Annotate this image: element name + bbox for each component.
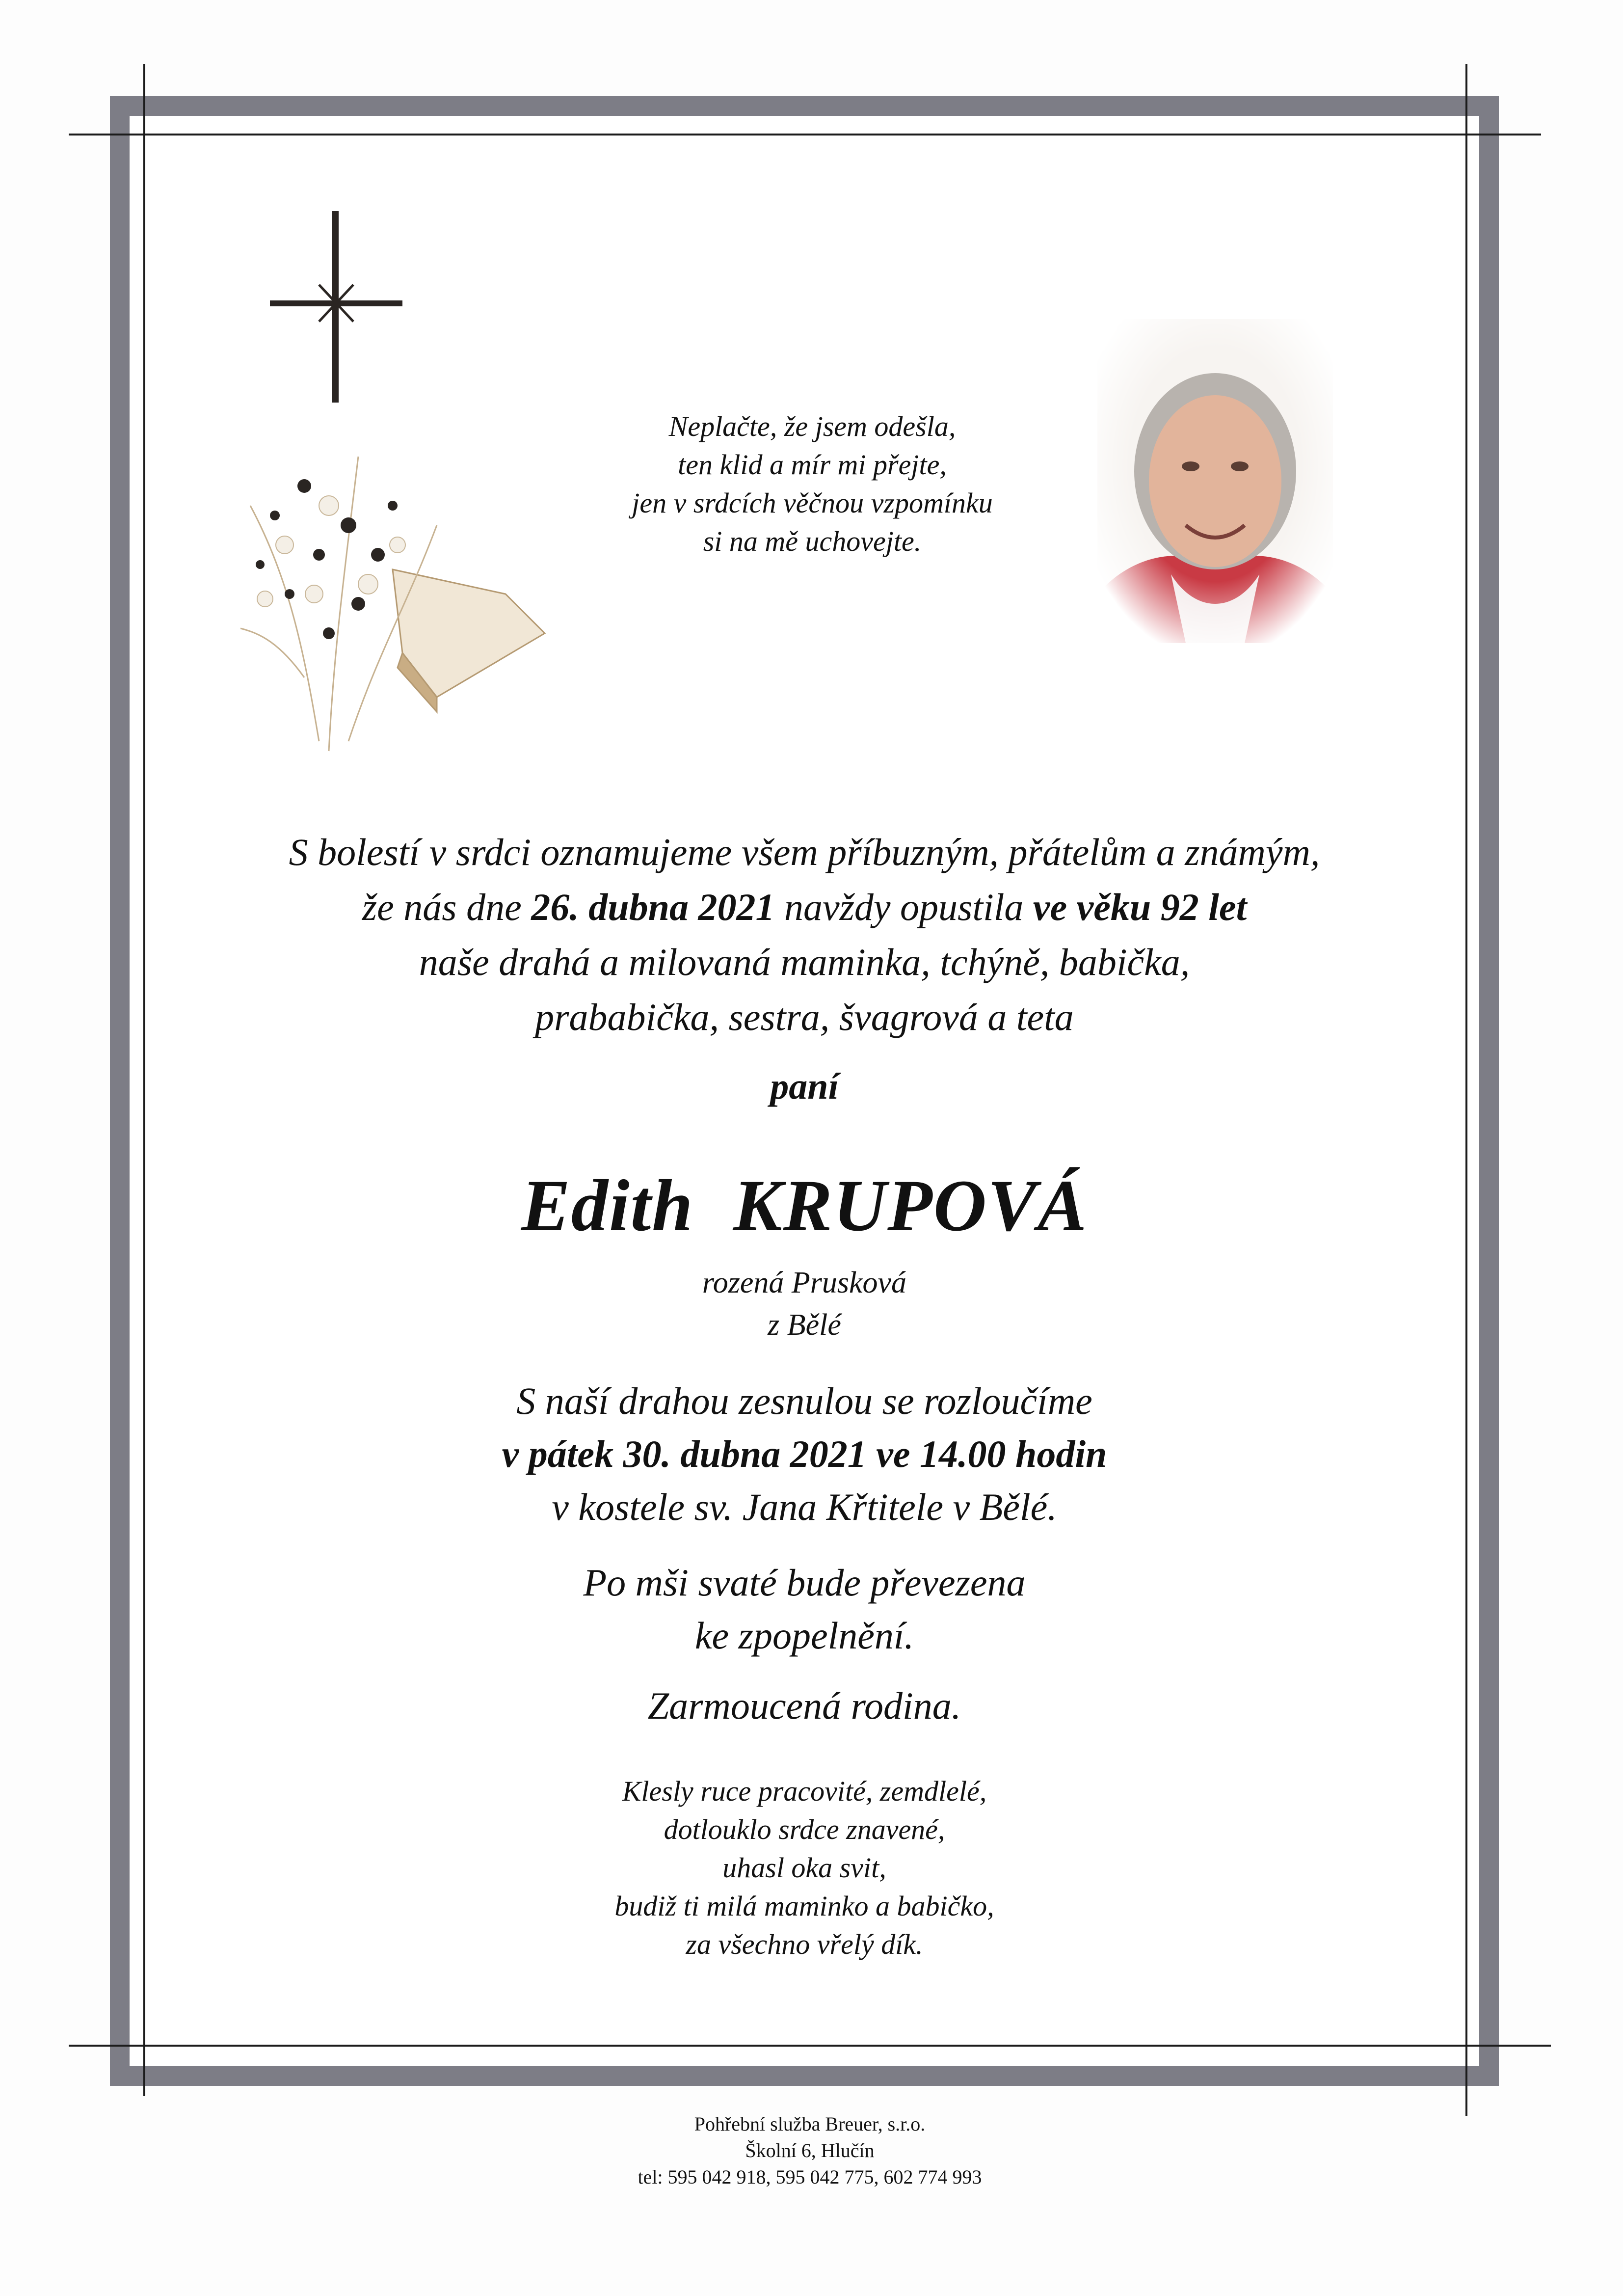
funeral-datetime-text: v pátek 30. dubna 2021 ve 14.00 hodin <box>502 1432 1107 1475</box>
announcement-line <box>130 880 1479 935</box>
first-name: Edith <box>521 1165 694 1246</box>
funeral-line: S naší drahou zesnulou se rozloučíme <box>516 1379 1092 1422</box>
poem-bottom <box>130 1772 1479 1964</box>
poem-bottom-line: za všechno vřelý dík. <box>686 1928 923 1960</box>
cremation-line: Po mši svaté bude převezena <box>583 1561 1026 1604</box>
funeral-datetime <box>130 1428 1479 1481</box>
announcement-line: prababička, sestra, švagrová a teta <box>535 996 1074 1038</box>
announcement-line: naše drahá a milovaná maminka, tchýně, babička, <box>419 941 1190 983</box>
origin: z Bělé <box>768 1308 841 1342</box>
footer-address: Školní 6, Hlučín <box>745 2139 875 2161</box>
announcement-line: S bolestí v srdci oznamujeme všem příbuzným, přátelům a známým, <box>289 831 1320 873</box>
cremation-line: ke zpopelnění. <box>694 1614 914 1657</box>
funeral-service-footer <box>491 2111 1129 2190</box>
honorific: paní <box>770 1066 839 1107</box>
poem-top <box>555 407 1070 561</box>
crop-line-bottom <box>69 2045 1551 2047</box>
announcement-text: že nás dne <box>362 886 532 928</box>
family-signature: Zarmoucená rodina. <box>647 1684 961 1727</box>
footer-company: Pohřební služba Breuer, s.r.o. <box>694 2113 926 2135</box>
cremation-info <box>130 1556 1479 1662</box>
last-name: KRUPOVÁ <box>733 1165 1088 1246</box>
poem-top-line: ten klid a mír mi přejte, <box>678 449 947 481</box>
maiden-name: rozená Prusková <box>702 1266 907 1299</box>
age-at-death: ve věku 92 let <box>1033 886 1247 928</box>
maiden-info <box>130 1262 1479 1346</box>
funeral-info <box>130 1375 1479 1534</box>
announcement-text: navždy opustila <box>774 886 1033 928</box>
crop-line-top <box>69 134 1541 135</box>
poem-top-line: si na mě uchovejte. <box>703 525 922 557</box>
cross-flowers-book-icon <box>231 211 555 756</box>
footer-phones: tel: 595 042 918, 595 042 775, 602 774 993 <box>638 2166 982 2188</box>
announcement <box>130 825 1479 1045</box>
poem-top-line: Neplačte, že jsem odešla, <box>668 410 956 442</box>
poem-bottom-line: dotlouklo srdce znavené, <box>664 1813 945 1845</box>
poem-bottom-line: uhasl oka svit, <box>722 1852 886 1884</box>
funeral-place: v kostele sv. Jana Křtitele v Bělé. <box>552 1486 1057 1528</box>
death-date: 26. dubna 2021 <box>531 886 775 928</box>
deceased-name <box>130 1163 1479 1248</box>
poem-bottom-line: Klesly ruce pracovité, zemdlelé, <box>622 1775 987 1807</box>
portrait-photo <box>1097 319 1333 643</box>
poem-bottom-line: budiž ti milá maminko a babičko, <box>614 1890 994 1922</box>
poem-top-line: jen v srdcích věčnou vzpomínku <box>632 487 993 519</box>
